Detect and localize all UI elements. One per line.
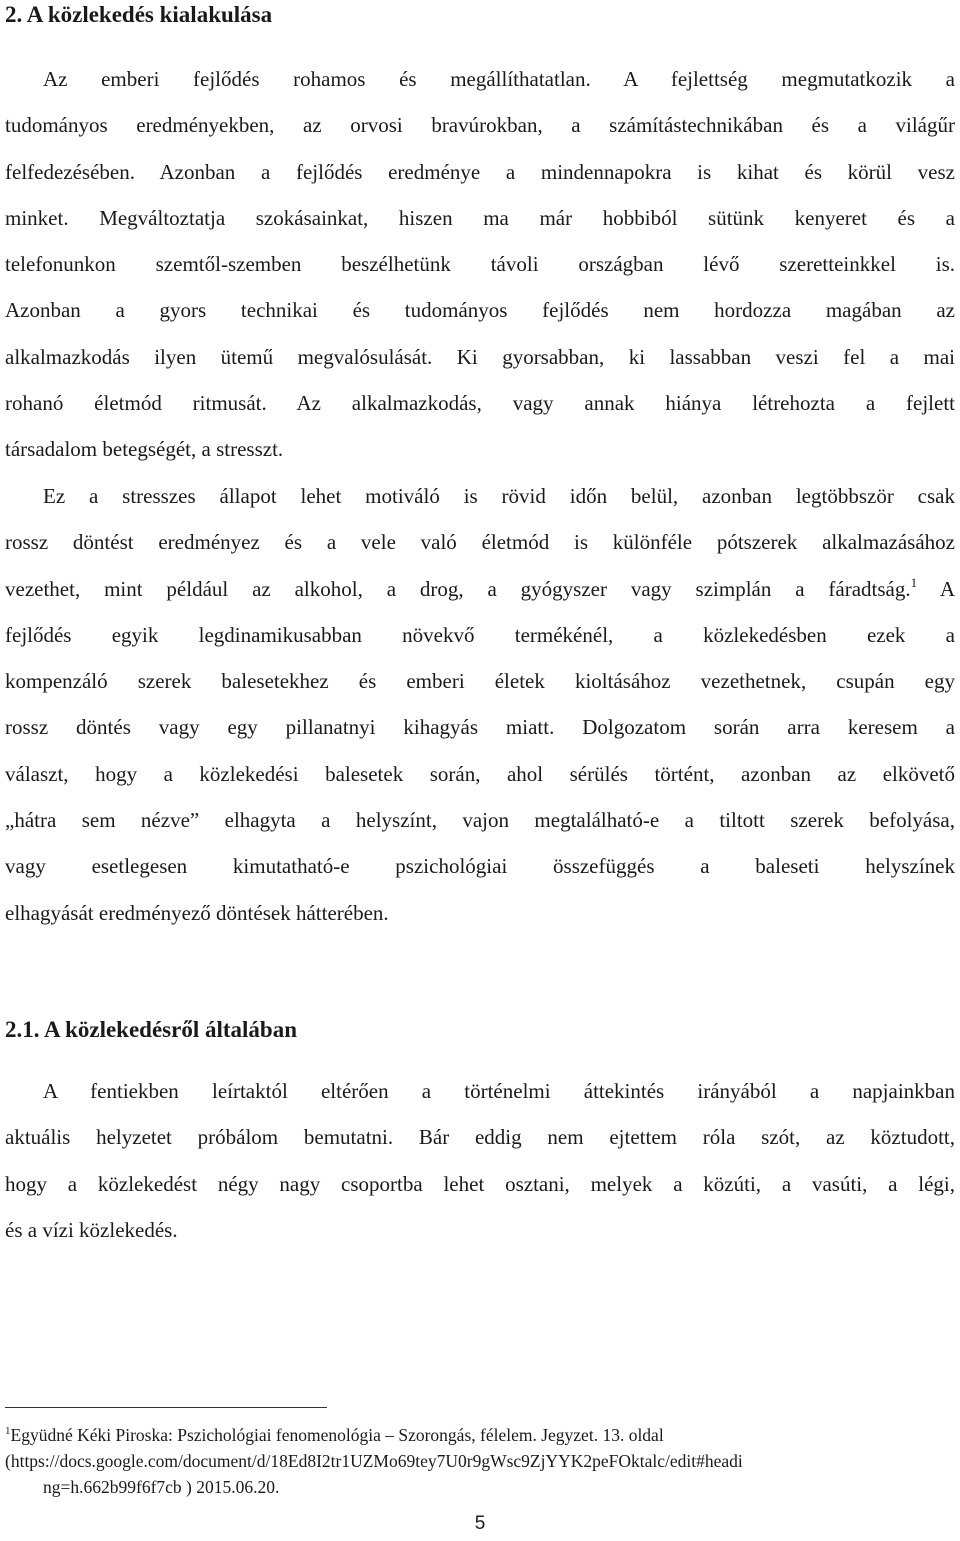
text-line: fejlődés egyik legdinamikusabban növekvő termékénél, a közlekedésben ezek a [5, 622, 955, 647]
footnote-reference[interactable]: 1 [910, 574, 918, 590]
text-line: kompenzáló szerek balesetekhez és emberi életek kioltásához vezethetnek, csupán egy [5, 669, 955, 694]
text-fragment: A [917, 576, 955, 601]
text-line: hogy a közlekedést négy nagy csoportba lehet osztani, melyek a közúti, a vasúti, a légi, [5, 1171, 955, 1196]
transport-paragraph [5, 1068, 955, 1253]
text-line: minket. Megváltoztatja szokásainkat, hiszen ma már hobbiból sütünk kenyeret és a [5, 205, 955, 230]
footnote-citation: Együdné Kéki Piroska: Pszichológiai fenomenológia – Szorongás, félelem. Jegyzet. 13. oldal [10, 1425, 664, 1445]
text-line: rohanó életmód ritmusát. Az alkalmazkodás, vagy annak hiánya létrehozta a fejlett [5, 391, 955, 416]
footnote [5, 1422, 955, 1500]
text-line: rossz döntést eredményez és a vele való életmód is különféle pótszerek alkalmazásához [5, 530, 955, 555]
text-line: és a vízi közlekedés. [5, 1217, 178, 1242]
text-line: telefonunkon szemtől-szemben beszélhetünk távoli országban lévő szeretteinkkel is. [5, 252, 955, 277]
text-line: társadalom betegségét, a stresszt. [5, 437, 284, 462]
subsection-heading: 2.1. A közlekedésről általában [5, 1017, 297, 1042]
footnote-separator [5, 1407, 327, 1408]
footnote-link-continued[interactable]: ng=h.662b99f6f7cb ) 2015.06.20. [43, 1477, 280, 1497]
footnote-marker: 1 [5, 1425, 11, 1437]
text-line: Ez a stresszes állapot lehet motiváló is rövid időn belül, azonban legtöbbször csak [43, 484, 955, 508]
text-line: tudományos eredményekben, az orvosi bravúrokban, a számítástechnikában és a világűr [5, 113, 955, 138]
footnote-link[interactable]: (https://docs.google.com/document/d/18Ed8I2tr1UZMo69tey7U0r9gWsc9ZjYYK2peFOktalc/edit#headi [5, 1451, 743, 1471]
page-number: 5 [474, 1513, 486, 1534]
stress-paragraph [5, 473, 955, 936]
text-line: választ, hogy a közlekedési balesetek során, ahol sérülés történt, azonban az elkövető [5, 761, 955, 786]
text-line: felfedezésében. Azonban a fejlődés eredménye a mindennapokra is kihat és körül vesz [5, 159, 955, 184]
text-line: alkalmazkodás ilyen ütemű megvalósulását. Ki gyorsabban, ki lassabban veszi fel a mai [5, 344, 955, 369]
footnote-line [5, 1422, 955, 1448]
text-line: vagy esetlegesen kimutatható-e pszichológiai összefüggés a baleseti helyszínek [5, 854, 955, 879]
text-line-with-footnote [5, 566, 955, 612]
text-fragment: vezethet, mint például az alkohol, a drog, a gyógyszer vagy szimplán a fáradtság. [5, 576, 911, 601]
text-line: aktuális helyzetet próbálom bemutatni. Bár eddig nem ejtettem róla szót, az köztudott, [5, 1125, 955, 1150]
text-line: „hátra sem nézve” elhagyta a helyszínt, vajon megtalálható-e a tiltott szerek befolyása, [5, 808, 955, 833]
text-line: rossz döntés vagy egy pillanatnyi kihagyás miatt. Dolgozatom során arra keresem a [5, 715, 955, 740]
section-heading: 2. A közlekedés kialakulása [5, 2, 273, 27]
text-line: elhagyását eredményező döntések hátterében. [5, 900, 389, 925]
intro-paragraph [5, 56, 955, 473]
text-line: A fentiekben leírtaktól eltérően a történelmi áttekintés irányából a napjainkban [43, 1079, 955, 1103]
text-line: Azonban a gyors technikai és tudományos fejlődés nem hordozza magában az [5, 298, 955, 323]
text-line: Az emberi fejlődés rohamos és megállíthatatlan. A fejlettség megmutatkozik a [43, 67, 955, 91]
